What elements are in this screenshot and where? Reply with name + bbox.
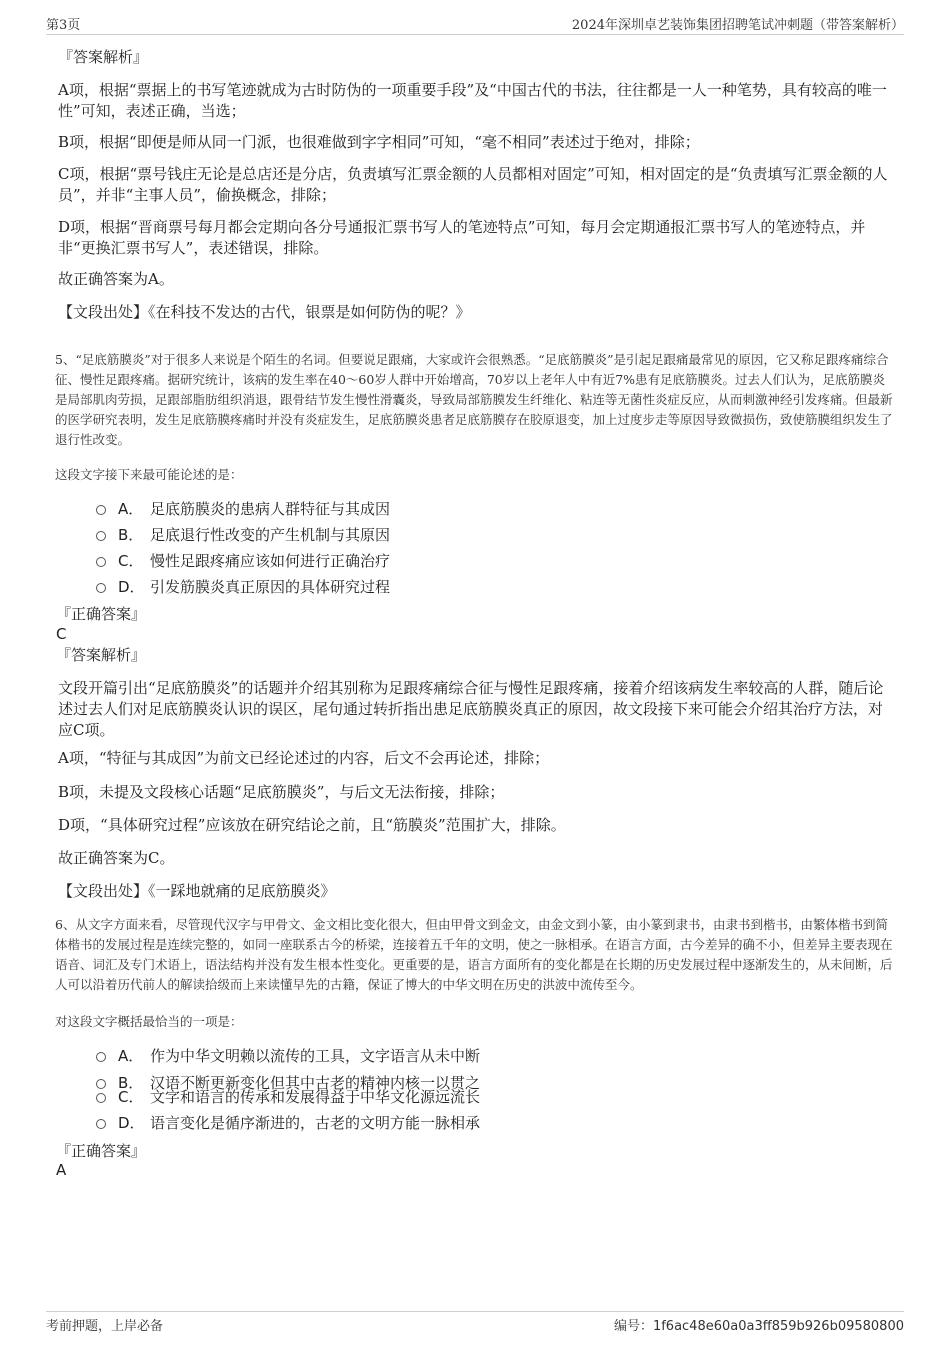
q5-analysis-a: A项，“特征与其成因”为前文已经论述过的内容，后文不会再论述，排除； [58, 749, 550, 767]
radio-icon[interactable] [96, 1119, 106, 1129]
q5-conclusion: 故正确答案为C。 [58, 849, 175, 867]
radio-icon[interactable] [96, 557, 106, 567]
radio-icon[interactable] [96, 505, 106, 515]
page-header [46, 14, 904, 35]
q6-answer: A [56, 1161, 67, 1179]
q6-option-d[interactable]: D． 语言变化是循序渐进的，古老的文明方能一脉相承 [96, 1113, 480, 1133]
q5-option-c[interactable]: C． 慢性足跟疼痛应该如何进行正确治疗 [96, 551, 390, 571]
q5-option-b[interactable]: B． 足底退行性改变的产生机制与其原因 [96, 525, 390, 545]
q6-option-b[interactable]: B． 汉语不断更新变化但其中古老的精神内核一以贯之 [96, 1073, 480, 1093]
q6-question: 对这段文字概括最恰当的一项是： [55, 1014, 243, 1029]
q5-answer-label: 『正确答案』 [56, 605, 147, 623]
document-title: 2024年深圳卓艺装饰集团招聘笔试冲刺题（带答案解析） [571, 18, 904, 33]
q6-option-a[interactable]: A． 作为中华文明赖以流传的工具，文字语言从未中断 [96, 1046, 480, 1066]
q6-stem: 6、从文字方面来看，尽管现代汉字与甲骨文、金文相比变化很大，但由甲骨文到金文，由金文到小篆，由小篆到隶书，由隶书到楷书，由繁体楷书到简体楷书的发展过程是连续完整的，如同一座联系古今的桥梁，连接着五千年的文明，使之一脉相承。在语言方面，古今差异的确不小，但差异主要表现在语音、词汇及专门术语上，语法结构并没有发生根本性变化。更重要的是，语言方面所有的变化都是在长期的历史发展过程中逐渐发生的，从未间断，后人可以沿着历代前人的解读拾级而上来读懂早先的古籍，保证了博大的中华文明在历史的洪波中流传至今。 [55, 917, 893, 992]
document-code: 编号：1f6ac48e60a0a3ff859b926b09580800 [613, 1319, 904, 1334]
q4-conclusion: 故正确答案为A。 [58, 270, 174, 288]
q4-analysis-label: 『答案解析』 [58, 48, 149, 66]
q5-option-d[interactable]: D． 引发筋膜炎真正原因的具体研究过程 [96, 577, 390, 597]
q4-analysis-d: D项，根据“晋商票号每月都会定期向各分号通报汇票书写人的笔迹特点”可知，每月会定期通报汇票书写人的笔迹特点，并非“更换汇票书写人”，表述错误，排除。 [58, 218, 866, 257]
q6-option-c[interactable]: C． 文字和语言的传承和发展得益于中华文化源远流长 [96, 1087, 480, 1107]
q6-answer-label: 『正确答案』 [56, 1142, 147, 1160]
radio-icon[interactable] [96, 583, 106, 593]
footer-slogan: 考前押题，上岸必备 [46, 1319, 164, 1334]
q4-analysis-b: B项，根据“即便是师从同一门派，也很难做到字字相同”可知，“毫不相同”表述过于绝对，排除； [58, 133, 700, 151]
q5-stem: 5、“足底筋膜炎”对于很多人来说是个陌生的名词。但要说足跟痛，大家或许会很熟悉。“足底筋膜炎”是引起足跟痛最常见的原因，它又称足跟疼痛综合征、慢性足跟疼痛。据研究统计，该病的发生率在40～60岁人群中开始增高，70岁以上老年人中有近7%患有足底筋膜炎。过去人们认为，足底筋膜炎是局部肌肉劳损，足跟部脂肪组织消退，跟骨结节发生慢性滑囊炎，导致局部筋膜发生纤维化、粘连等无菌性炎症反应，从而刺激神经引发疼痛。但最新的医学研究表明，发生足底筋膜疼痛时并没有炎症发生，足底筋膜炎患者足底筋膜存在胶原退变，加上过度步走等原因导致微损伤，致使筋膜组织发生了退行性改变。 [55, 352, 893, 447]
q4-analysis-c: C项，根据“票号钱庄无论是总店还是分店，负责填写汇票金额的人员都相对固定”可知，相对固定的是“负责填写汇票金额的人员”，并非“主事人员”，偷换概念，排除； [58, 165, 888, 204]
page-footer [46, 1311, 904, 1334]
q5-analysis-b: B项，未提及文段核心话题“足底筋膜炎”，与后文无法衔接，排除； [58, 783, 505, 801]
q4-source: 【文段出处】《在科技不发达的古代，银票是如何防伪的呢？》 [58, 303, 471, 321]
q5-source: 【文段出处】《一踩地就痛的足底筋膜炎》 [58, 882, 336, 900]
q5-answer: C [56, 625, 67, 643]
page-number: 第3页 [46, 18, 81, 33]
q5-question: 这段文字接下来最可能论述的是： [55, 467, 243, 482]
q5-option-a[interactable]: A． 足底筋膜炎的患病人群特征与其成因 [96, 499, 390, 519]
q5-analysis-d: D项，“具体研究过程”应该放在研究结论之前，且“筋膜炎”范围扩大，排除。 [58, 816, 566, 834]
q5-analysis: 文段开篇引出“足底筋膜炎”的话题并介绍其别称为足跟疼痛综合征与慢性足跟疼痛，接着介绍该病发生率较高的人群，随后论述过去人们对足底筋膜炎认识的误区，尾句通过转折指出患足底筋膜炎真正的原因，故文段接下来可能会介绍其治疗方法，对应C项。 [58, 679, 884, 739]
q5-analysis-label: 『答案解析』 [56, 646, 147, 664]
q4-analysis-a: A项，根据“票据上的书写笔迹就成为古时防伪的一项重要手段”及“中国古代的书法，往往都是一人一种笔势，具有较高的唯一性”可知，表述正确，当选； [58, 81, 887, 120]
radio-icon[interactable] [96, 1093, 106, 1103]
radio-icon[interactable] [96, 531, 106, 541]
radio-icon[interactable] [96, 1052, 106, 1062]
